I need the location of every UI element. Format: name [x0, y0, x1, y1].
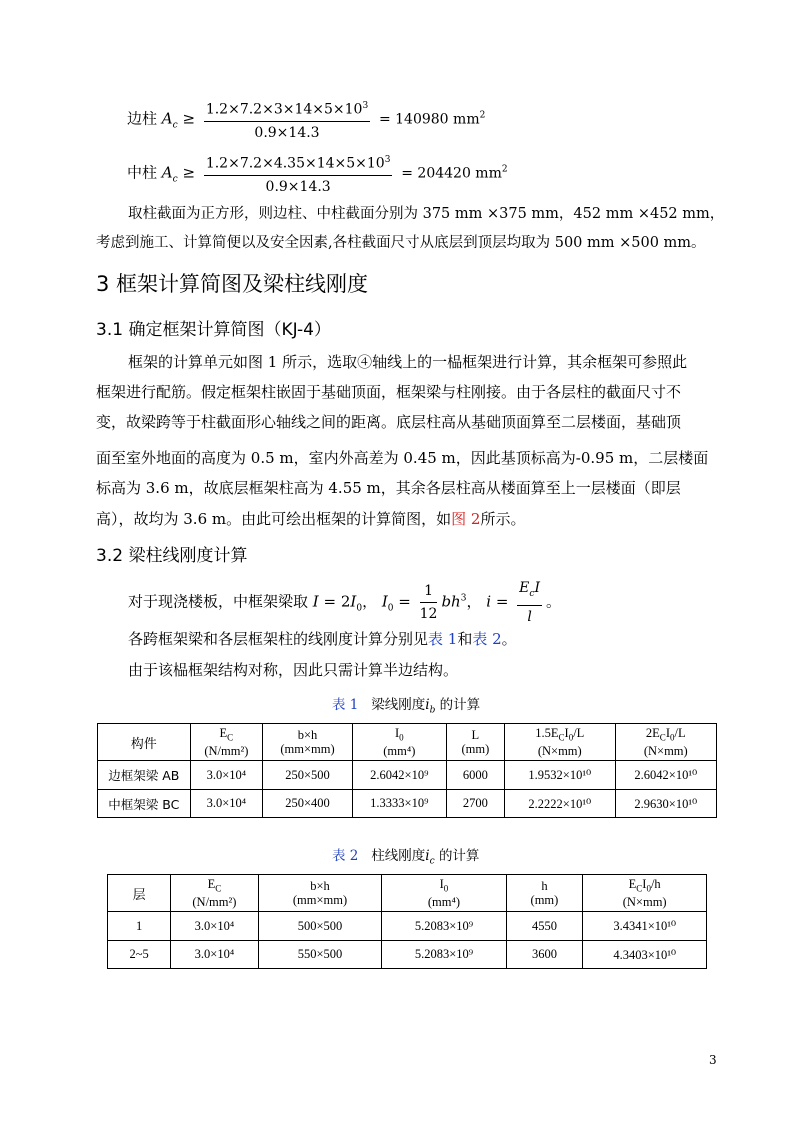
inertia-fraction: $\frac{1}{12}$ [419, 582, 438, 622]
table1-header-cell: $E_C$ (N/mm²) [190, 724, 263, 761]
table-1-link[interactable]: 表 1 [428, 630, 458, 648]
table2-header-cell: 层 [108, 875, 171, 912]
table2-header-cell: $E_CI_0/h$ (N×mm) [583, 875, 707, 912]
para31-line1: 框架的计算单元如图 1 所示，选取④轴线上的一榀框架进行计算，其余框架可参照此 [128, 353, 688, 371]
table1 [97, 723, 717, 818]
formula-mid: 中柱 $A_c$ ≥ $\frac{1.2\times 7.2\times 4.35\times 14\times 5\times 10^3}{0.9\times 14.3}$ = 204420 $mm^2$ [127, 150, 508, 197]
formula-mid-fraction: $\frac{1.2\times 7.2\times 4.35\times 14\times 5\times 10^3}{0.9\times 14.3}$ [204, 150, 393, 197]
table-row: 边框架梁 AB 3.0×10⁴ 250×500 2.6042×10⁹ 6000 1.9532×10¹⁰ 2.6042×10¹⁰ [98, 761, 717, 790]
stiffness-fraction: $\frac{E_cI}{l}$ [519, 580, 540, 625]
para31-line4: 面至室外地面的高度为 0.5 m，室内外高差为 0.45 m，因此基顶标高为-0.95 m，二层楼面 [96, 449, 709, 467]
heading-3-1: 3.1 确定框架计算简图（KJ-4） [96, 320, 331, 340]
para32-line1: 对于现浇楼板，中框架梁取 $I = 2I_0$， $I_0$ = $\frac{1}{12}$ $bh^3$， i = $\frac{E_cI}{l}$ 。 [128, 580, 561, 625]
table2-header-cell: h (mm) [506, 875, 583, 912]
section-paragraph-line2: 考虑到施工、计算简便以及安全因素,各柱截面尺寸从底层到顶层均取为 500 mm ×500 mm。 [96, 235, 706, 251]
table2-header-cell: $E_C$ (N/mm²) [171, 875, 258, 912]
table2-header-cell: b×h (mm×mm) [258, 875, 382, 912]
table1-caption: 表 1 梁线刚度$i_b$ 的计算 [332, 697, 481, 716]
para32-line2: 各跨框架梁和各层框架柱的线刚度计算分别见表 1和表 2。 [128, 630, 517, 648]
table-row: 中框架梁 BC 3.0×10⁴ 250×400 1.3333×10⁹ 2700 2.2222×10¹⁰ 2.9630×10¹⁰ [98, 790, 717, 818]
table1-header-cell: L (mm) [446, 724, 504, 761]
table-row: 1 3.0×10⁴ 500×500 5.2083×10⁹ 4550 3.4341×10¹⁰ [108, 912, 707, 941]
formula-edge-label: 边柱 [127, 109, 158, 128]
table2-header-cell: $I_0$ (mm⁴) [382, 875, 506, 912]
section-paragraph-line1: 取柱截面为正方形，则边柱、中柱截面分别为 375 mm ×375 mm，452 mm ×452 mm， [128, 206, 725, 222]
table-row: 2~5 3.0×10⁴ 550×500 5.2083×10⁹ 3600 4.3403×10¹⁰ [108, 941, 707, 969]
heading-3-2: 3.2 梁柱线刚度计算 [96, 546, 248, 566]
table-2-link[interactable]: 表 2 [472, 630, 502, 648]
para31-line5: 标高为 3.6 m，故底层框架柱高为 4.55 m，其余各层柱高从楼面算至上一层楼面（即层 [96, 479, 681, 497]
table2 [107, 874, 707, 969]
para31-line2: 框架进行配筋。假定框架柱嵌固于基础顶面，框架梁与柱刚接。由于各层柱的截面尺寸不 [96, 383, 682, 401]
table1-header-cell: $1.5E_CI_0/L$ (N×mm) [505, 724, 616, 761]
table2-caption: 表 2 柱线刚度$i_c$ 的计算 [332, 848, 480, 867]
para32-line3: 由于该榀框架结构对称，因此只需计算半边结构。 [128, 661, 459, 679]
formula-mid-label: 中柱 [127, 163, 158, 182]
table1-header-cell: $I_0$ (mm⁴) [352, 724, 446, 761]
para31-line6: 高），故均为 3.6 m。由此可绘出框架的计算简图，如图 2所示。 [96, 510, 526, 528]
table1-header-cell: 构件 [98, 724, 191, 761]
table1-header-cell: $2E_CI_0/L$ (N×mm) [615, 724, 716, 761]
table1-header-cell: b×h (mm×mm) [263, 724, 353, 761]
figure-2-link[interactable]: 图 2 [451, 510, 481, 528]
formula-edge: 边柱 $A_c$ ≥ $\frac{1.2\times 7.2\times 3\times 14\times 5\times 10^3}{0.9\times 14.3}$ = 140980 $mm^2$ [127, 96, 485, 143]
para31-line3: 变，故梁跨等于柱截面形心轴线之间的距离。底层柱高从基础顶面算至二层楼面，基础顶 [96, 413, 682, 431]
heading-3: 3 框架计算简图及梁柱线刚度 [96, 272, 369, 296]
table2-header-row [108, 875, 707, 912]
table1-header-row [98, 724, 717, 761]
formula-edge-fraction: $\frac{1.2\times 7.2\times 3\times 14\times 5\times 10^3}{0.9\times 14.3}$ [204, 96, 370, 143]
page-number: 3 [709, 1053, 717, 1067]
